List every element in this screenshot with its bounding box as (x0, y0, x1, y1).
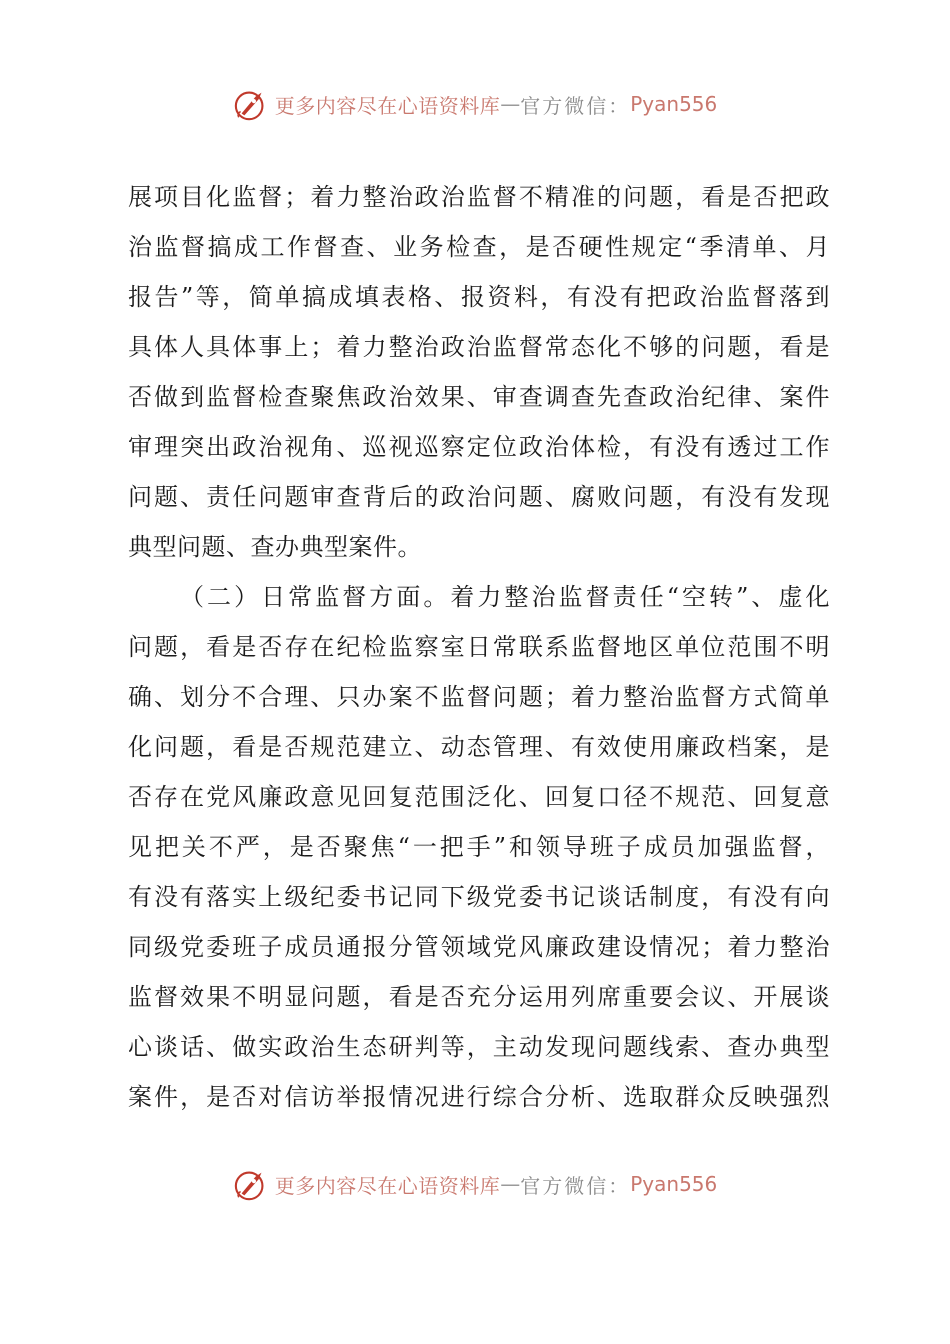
fountain-pen-logo-icon (233, 1165, 271, 1203)
body-line: 有没有落实上级纪委书记同下级党委书记谈话制度，有没有向 (128, 883, 830, 911)
body-line: 否存在党风廉政意见回复范围泛化、回复口径不规范、回复意 (128, 783, 830, 811)
banner-text: 更多内容尽在心语资料库 (274, 1173, 501, 1198)
header-banner (0, 82, 950, 126)
body-line: 治监督搞成工作督查、业务检查，是否硬性规定“季清单、月 (128, 233, 830, 261)
body-line: 问题、责任问题审查背后的政治问题、腐败问题，有没有发现 (128, 483, 830, 511)
body-line: 确、划分不合理、只办案不监督问题；着力整治监督方式简单 (128, 683, 830, 711)
body-line: 监督效果不明显问题，看是否充分运用列席重要会议、开展谈 (128, 983, 830, 1011)
banner-dash: — (500, 1172, 521, 1196)
document-body (128, 172, 830, 1122)
body-line: 否做到监督检查聚焦政治效果、审查调查先查政治纪律、案件 (128, 383, 830, 411)
body-line: 典型问题、查办典型案件。 (128, 533, 422, 561)
banner-dash: — (500, 92, 521, 116)
footer-banner (0, 1162, 950, 1206)
wechat-id: Pyan556 (630, 1172, 718, 1196)
wechat-label: 官方微信： (520, 93, 631, 118)
body-line: 案件，是否对信访举报情况进行综合分析、选取群众反映强烈 (128, 1083, 830, 1111)
body-line: 同级党委班子成员通报分管领域党风廉政建设情况；着力整治 (128, 933, 830, 961)
banner-text: 更多内容尽在心语资料库 (274, 93, 501, 118)
body-line: 问题，看是否存在纪检监察室日常联系监督地区单位范围不明 (128, 633, 830, 661)
body-line: 审理突出政治视角、巡视巡察定位政治体检，有没有透过工作 (128, 433, 830, 461)
body-line: 报告”等，简单搞成填表格、报资料，有没有把政治监督落到 (128, 283, 830, 311)
wechat-id: Pyan556 (630, 92, 718, 116)
wechat-label: 官方微信： (520, 1173, 631, 1198)
body-line: 化问题，看是否规范建立、动态管理、有效使用廉政档案，是 (128, 733, 830, 761)
body-line: 具体人具体事上；着力整治政治监督常态化不够的问题，看是 (128, 333, 830, 361)
body-line-paragraph-start: （二）日常监督方面。着力整治监督责任“空转”、虚化 (180, 583, 830, 611)
body-line: 展项目化监督；着力整治政治监督不精准的问题，看是否把政 (128, 183, 830, 211)
body-line: 心谈话、做实政治生态研判等，主动发现问题线索、查办典型 (128, 1033, 830, 1061)
fountain-pen-logo-icon (233, 85, 271, 123)
body-line: 见把关不严，是否聚焦“一把手”和领导班子成员加强监督， (128, 833, 830, 861)
